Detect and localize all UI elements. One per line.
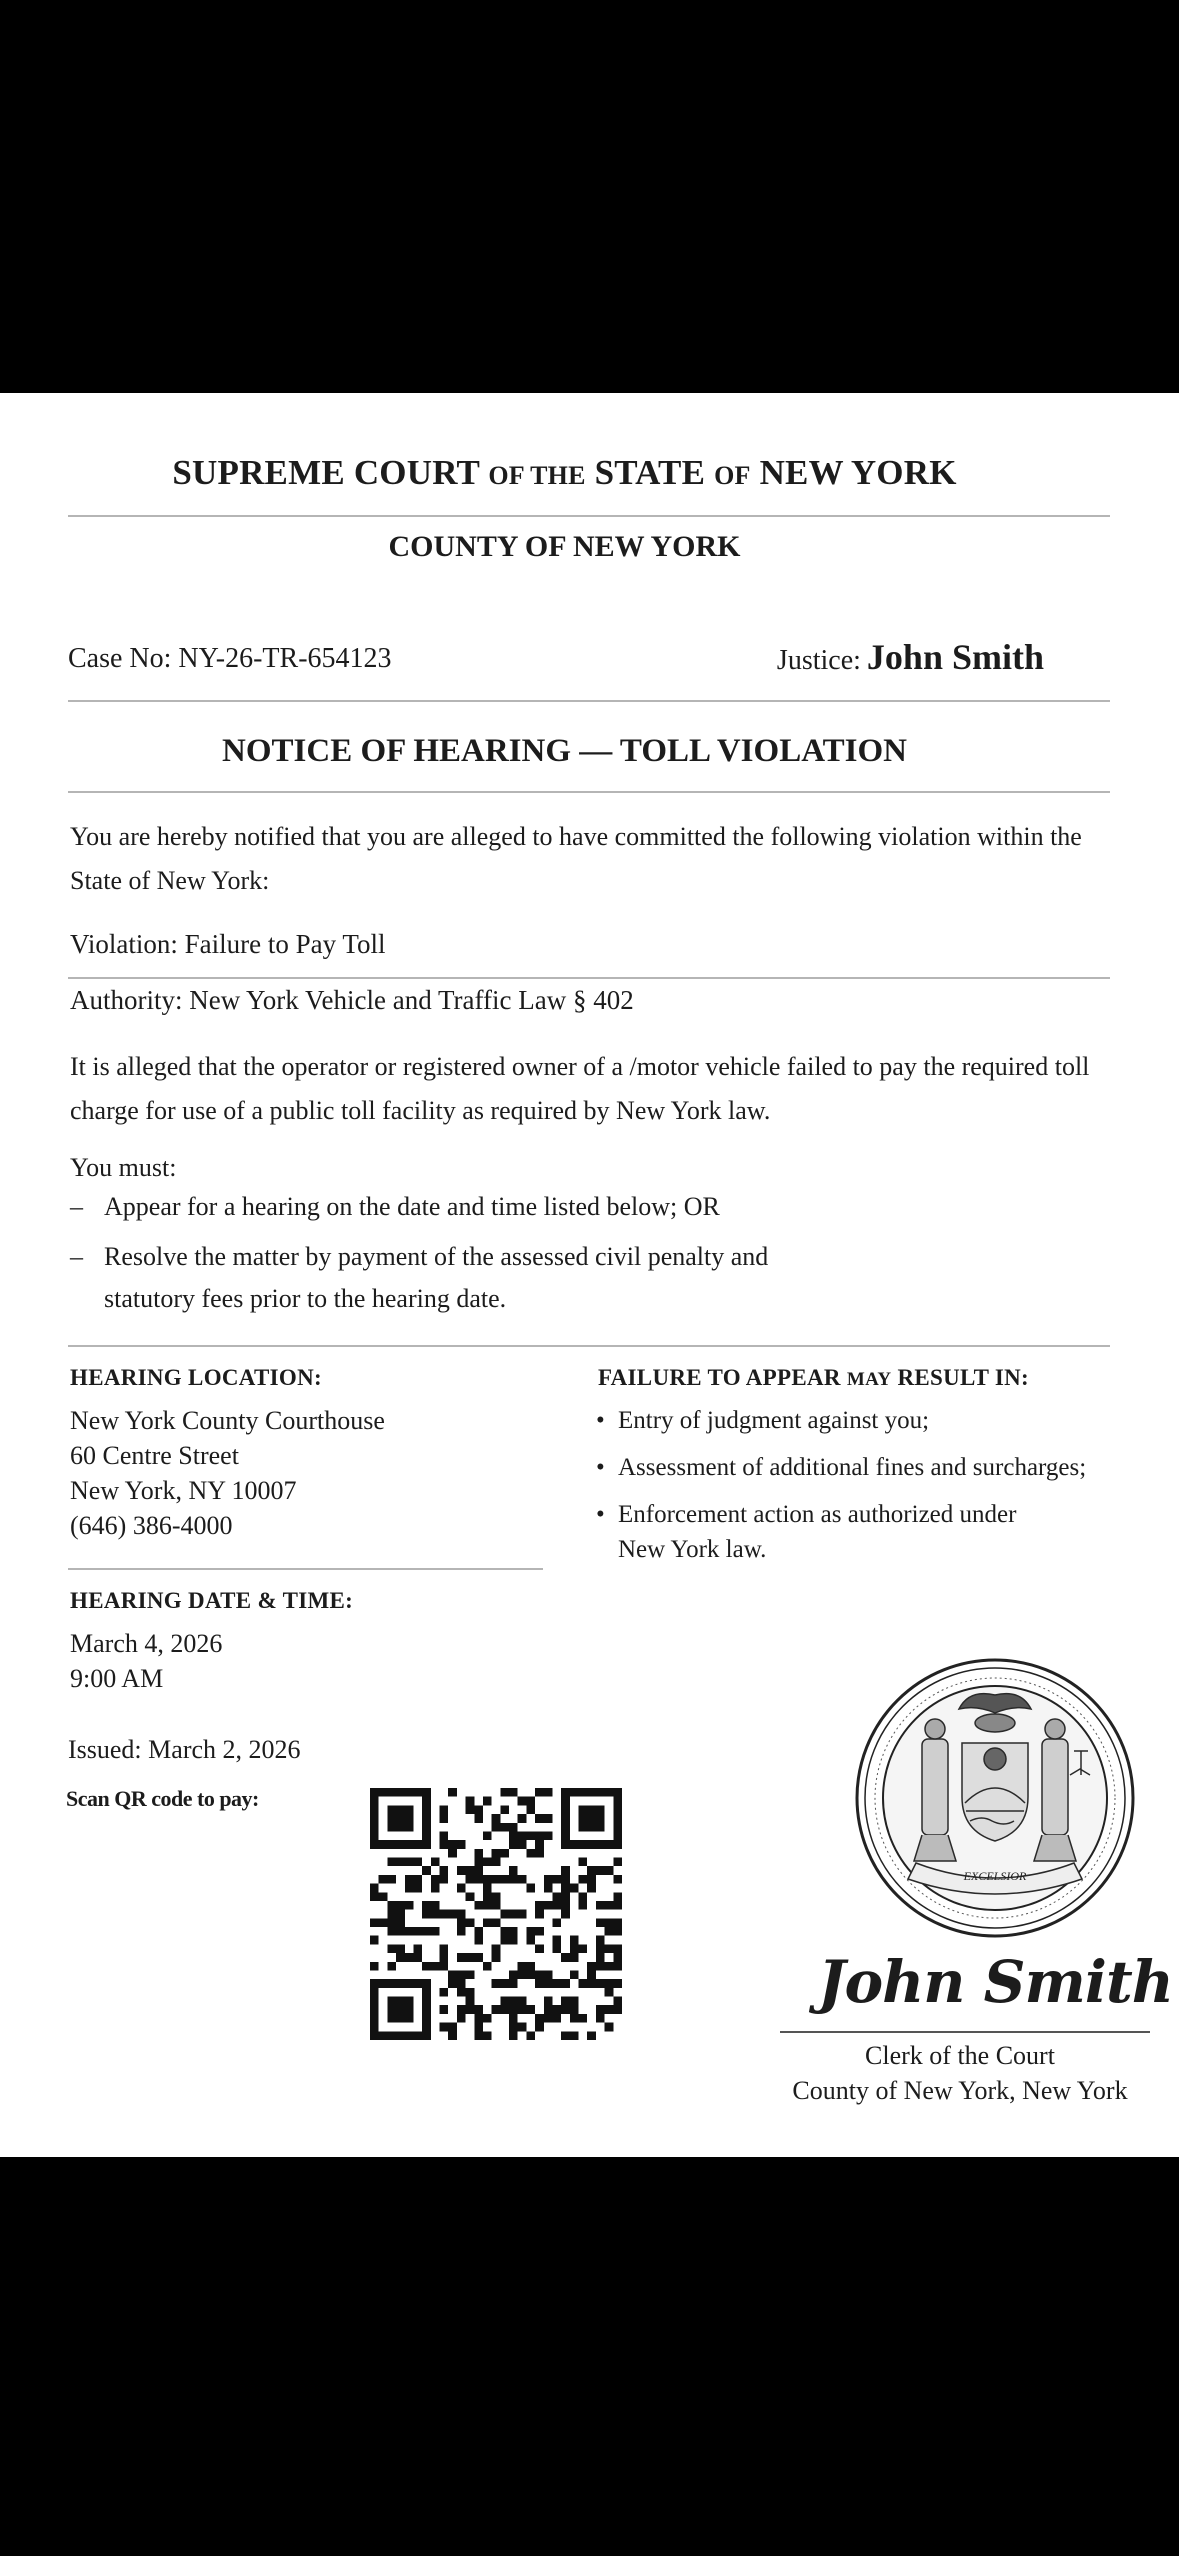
list-item: • Assessment of additional fines and surcharges; — [596, 1454, 1087, 1481]
clerk-location: County of New York, New York — [792, 2076, 1128, 2105]
divider — [68, 515, 1110, 517]
seal-motto: EXCELSIOR — [963, 1869, 1027, 1883]
justice-line — [777, 636, 1044, 678]
state-seal-image — [852, 1655, 1138, 1941]
allegation-paragraph: It is alleged that the operator or registered owner of a /motor vehicle failed to pay the required toll charge for use of a public toll facility as required by New York law. — [70, 1052, 1090, 1125]
hearing-location-heading: HEARING LOCATION: — [70, 1365, 322, 1390]
signature-line — [780, 2031, 1150, 2033]
divider — [68, 1345, 1110, 1347]
hearing-datetime-heading: HEARING DATE & TIME: — [70, 1588, 354, 1613]
divider — [68, 977, 1110, 979]
you-must-label: You must: — [70, 1153, 177, 1182]
notice-title: NOTICE OF HEARING — TOLL VIOLATION — [222, 733, 907, 769]
divider — [68, 1568, 543, 1570]
violation-line: Violation: Failure to Pay Toll — [70, 929, 386, 959]
authority-line: Authority: New York Vehicle and Traffic Law § 402 — [70, 985, 634, 1015]
intro-paragraph: You are hereby notified that you are alleged to have committed the following violation within the State of New York: — [70, 822, 1082, 895]
failure-to-appear-heading: FAILURE TO APPEAR MAY RESULT IN: — [598, 1365, 1029, 1390]
bottom-black-band — [0, 2157, 1179, 2556]
list-item: • Enforcement action as authorized under New York law. — [596, 1501, 1017, 1563]
hearing-location-address: New York County Courthouse 60 Centre Street New York, NY 10007 (646) 386-4000 — [70, 1406, 385, 1540]
divider — [68, 700, 1110, 702]
list-item: – Resolve the matter by payment of the assessed civil penalty and statutory fees prior to the hearing date. — [70, 1242, 769, 1313]
court-name-heading: SUPREME COURT OF THE STATE OF NEW YORK — [172, 453, 957, 492]
county-heading: COUNTY OF NEW YORK — [388, 530, 741, 563]
top-black-band — [0, 0, 1179, 393]
case-number: Case No: NY-26-TR-654123 — [68, 643, 392, 674]
hearing-datetime-value: March 4, 2026 9:00 AM — [70, 1629, 223, 1693]
justice-label: Justice: — [776, 645, 861, 676]
payment-qr-code[interactable] — [370, 1788, 622, 2040]
failure-consequences-list — [596, 1403, 1156, 1579]
list-item: • Entry of judgment against you; — [596, 1407, 930, 1434]
clerk-signature: John Smith — [818, 1948, 1173, 2016]
court-notice-document — [0, 393, 1179, 2157]
justice-name: John Smith — [866, 637, 1044, 677]
divider — [68, 791, 1110, 793]
scan-qr-label: Scan QR code to pay: — [66, 1786, 259, 1811]
issued-date: Issued: March 2, 2026 — [68, 1735, 301, 1764]
clerk-title: Clerk of the Court — [865, 2041, 1055, 2070]
list-item: – Appear for a hearing on the date and time listed below; OR — [70, 1192, 720, 1221]
